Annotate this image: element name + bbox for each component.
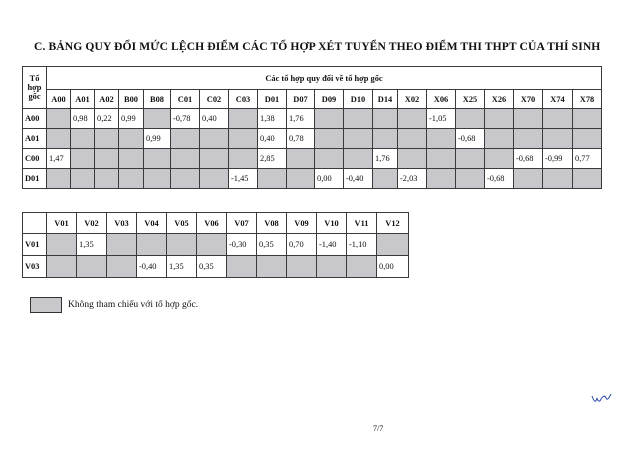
non-reference-cell (71, 149, 95, 169)
non-reference-cell (398, 129, 427, 149)
non-reference-cell (573, 169, 602, 189)
non-reference-cell (47, 234, 77, 256)
non-reference-cell (456, 169, 485, 189)
converted-combinations-header: Các tổ hợp quy đổi về tổ hợp gốc (47, 67, 602, 90)
table-row (23, 129, 602, 149)
non-reference-cell (197, 234, 227, 256)
table-cell: -0,99 (543, 149, 573, 169)
non-reference-cell (315, 129, 344, 149)
origin-combination-header: Tổ hợp gốc (23, 67, 47, 109)
non-reference-cell (171, 169, 200, 189)
row-label-a00: A00 (23, 109, 47, 129)
non-reference-cell (514, 109, 543, 129)
non-reference-cell (485, 129, 514, 149)
table-cell: 1,76 (373, 149, 398, 169)
table-cell: 0,35 (197, 256, 227, 278)
non-reference-cell (119, 129, 144, 149)
non-reference-cell (427, 149, 456, 169)
row-label-a01: A01 (23, 129, 47, 149)
non-reference-cell (287, 169, 315, 189)
column-header-x06: X06 (427, 90, 456, 109)
row-label-v03: V03 (23, 256, 47, 278)
non-reference-cell (200, 129, 229, 149)
non-reference-cell (171, 129, 200, 149)
column-header-d01: D01 (258, 90, 287, 109)
table-cell: 0,00 (377, 256, 409, 278)
non-reference-cell (573, 109, 602, 129)
non-reference-cell (200, 149, 229, 169)
table-cell: -1,40 (317, 234, 347, 256)
non-reference-cell (543, 109, 573, 129)
table-cell: -0,68 (514, 149, 543, 169)
non-reference-cell (543, 129, 573, 149)
column-header-d09: D09 (315, 90, 344, 109)
non-reference-cell (77, 256, 107, 278)
non-reference-cell (144, 169, 171, 189)
non-reference-cell (107, 234, 137, 256)
column-header-d07: D07 (287, 90, 315, 109)
column-header-d10: D10 (344, 90, 373, 109)
table-cell: -0,68 (485, 169, 514, 189)
non-reference-cell (514, 129, 543, 149)
table-cell: -0,30 (227, 234, 257, 256)
column-header-x78: X78 (573, 90, 602, 109)
table-cell: 0,78 (287, 129, 315, 149)
table-row (23, 256, 409, 278)
non-reference-cell (47, 169, 71, 189)
column-header-v04: V04 (137, 213, 167, 234)
non-reference-cell (229, 109, 258, 129)
table-cell: 1,47 (47, 149, 71, 169)
non-reference-cell (485, 109, 514, 129)
non-reference-cell (144, 149, 171, 169)
non-reference-cell (257, 256, 287, 278)
table-cell: 1,38 (258, 109, 287, 129)
table-cell: 0,70 (287, 234, 317, 256)
column-header-v02: V02 (77, 213, 107, 234)
column-header-v11: V11 (347, 213, 377, 234)
table-cell: -0,40 (137, 256, 167, 278)
non-reference-cell (398, 109, 427, 129)
column-header-a01: A01 (71, 90, 95, 109)
non-reference-cell (315, 109, 344, 129)
table-cell: 1,76 (287, 109, 315, 129)
non-reference-cell (227, 256, 257, 278)
table-cell: 0,40 (258, 129, 287, 149)
table-cell: 0,77 (573, 149, 602, 169)
page-number: 7/7 (373, 424, 384, 433)
non-reference-cell (119, 169, 144, 189)
non-reference-cell (229, 129, 258, 149)
column-header-v12: V12 (377, 213, 409, 234)
table-cell: 0,22 (95, 109, 119, 129)
non-reference-cell (200, 169, 229, 189)
row-label-v01: V01 (23, 234, 47, 256)
table-cell: 0,98 (71, 109, 95, 129)
non-reference-cell (344, 149, 373, 169)
table-cell: 0,99 (119, 109, 144, 129)
legend-text: Không tham chiếu với tổ hợp gốc. (68, 300, 199, 310)
non-reference-cell (95, 169, 119, 189)
table-cell: 2,85 (258, 149, 287, 169)
legend-gray-swatch (30, 297, 62, 313)
table-row (23, 109, 602, 129)
table-cell: 1,35 (77, 234, 107, 256)
non-reference-cell (543, 169, 573, 189)
non-reference-cell (47, 129, 71, 149)
non-reference-cell (573, 129, 602, 149)
table-cell: -2,03 (398, 169, 427, 189)
table-cell: -0,40 (344, 169, 373, 189)
table-row (23, 169, 602, 189)
table-cell: 1,35 (167, 256, 197, 278)
legend (30, 297, 198, 313)
column-header-v01: V01 (47, 213, 77, 234)
non-reference-cell (456, 109, 485, 129)
non-reference-cell (107, 256, 137, 278)
non-reference-cell (398, 149, 427, 169)
table-cell: -0,68 (456, 129, 485, 149)
column-header-v03: V03 (107, 213, 137, 234)
table-cell: -1,05 (427, 109, 456, 129)
non-reference-cell (344, 129, 373, 149)
non-reference-cell (144, 109, 171, 129)
column-header-a00: A00 (47, 90, 71, 109)
page-title: C. BẢNG QUY ĐỔI MỨC LỆCH ĐIỂM CÁC TỔ HỢP XÉT TUYỂN THEO ĐIỂM THI THPT CỦA THÍ SINH (34, 40, 601, 53)
non-reference-cell (47, 256, 77, 278)
non-reference-cell (167, 234, 197, 256)
non-reference-cell (377, 234, 409, 256)
non-reference-cell (317, 256, 347, 278)
non-reference-cell (514, 169, 543, 189)
table-row (23, 234, 409, 256)
table-cell: 0,99 (144, 129, 171, 149)
non-reference-cell (315, 149, 344, 169)
column-header-x02: X02 (398, 90, 427, 109)
signature-initial (590, 392, 612, 406)
column-header-b00: B00 (119, 90, 144, 109)
non-reference-cell (485, 149, 514, 169)
non-reference-cell (287, 256, 317, 278)
column-header-d14: D14 (373, 90, 398, 109)
table-cell: 0,35 (257, 234, 287, 256)
column-header-x25: X25 (456, 90, 485, 109)
table-row (23, 149, 602, 169)
non-reference-cell (47, 109, 71, 129)
non-reference-cell (137, 234, 167, 256)
non-reference-cell (71, 129, 95, 149)
column-header-v05: V05 (167, 213, 197, 234)
row-label-d01: D01 (23, 169, 47, 189)
column-header-x26: X26 (485, 90, 514, 109)
column-header-c02: C02 (200, 90, 229, 109)
table-cell: -1,45 (229, 169, 258, 189)
non-reference-cell (344, 109, 373, 129)
non-reference-cell (171, 149, 200, 169)
conversion-table-main (22, 66, 602, 189)
column-header-x74: X74 (543, 90, 573, 109)
table-cell: 0,40 (200, 109, 229, 129)
non-reference-cell (95, 149, 119, 169)
non-reference-cell (373, 129, 398, 149)
column-header-v06: V06 (197, 213, 227, 234)
non-reference-cell (456, 149, 485, 169)
column-header-c01: C01 (171, 90, 200, 109)
non-reference-cell (373, 169, 398, 189)
column-header-x70: X70 (514, 90, 543, 109)
column-header-v10: V10 (317, 213, 347, 234)
non-reference-cell (427, 169, 456, 189)
non-reference-cell (95, 129, 119, 149)
non-reference-cell (347, 256, 377, 278)
column-header-v09: V09 (287, 213, 317, 234)
empty-corner (23, 213, 47, 234)
column-header-v08: V08 (257, 213, 287, 234)
non-reference-cell (373, 109, 398, 129)
conversion-table-v (22, 212, 409, 278)
non-reference-cell (287, 149, 315, 169)
non-reference-cell (258, 169, 287, 189)
column-header-v07: V07 (227, 213, 257, 234)
non-reference-cell (229, 149, 258, 169)
table-cell: -1,10 (347, 234, 377, 256)
column-header-c03: C03 (229, 90, 258, 109)
table-cell: -0,78 (171, 109, 200, 129)
non-reference-cell (71, 169, 95, 189)
table-cell: 0,00 (315, 169, 344, 189)
non-reference-cell (427, 129, 456, 149)
column-header-b08: B08 (144, 90, 171, 109)
non-reference-cell (119, 149, 144, 169)
column-header-a02: A02 (95, 90, 119, 109)
row-label-c00: C00 (23, 149, 47, 169)
